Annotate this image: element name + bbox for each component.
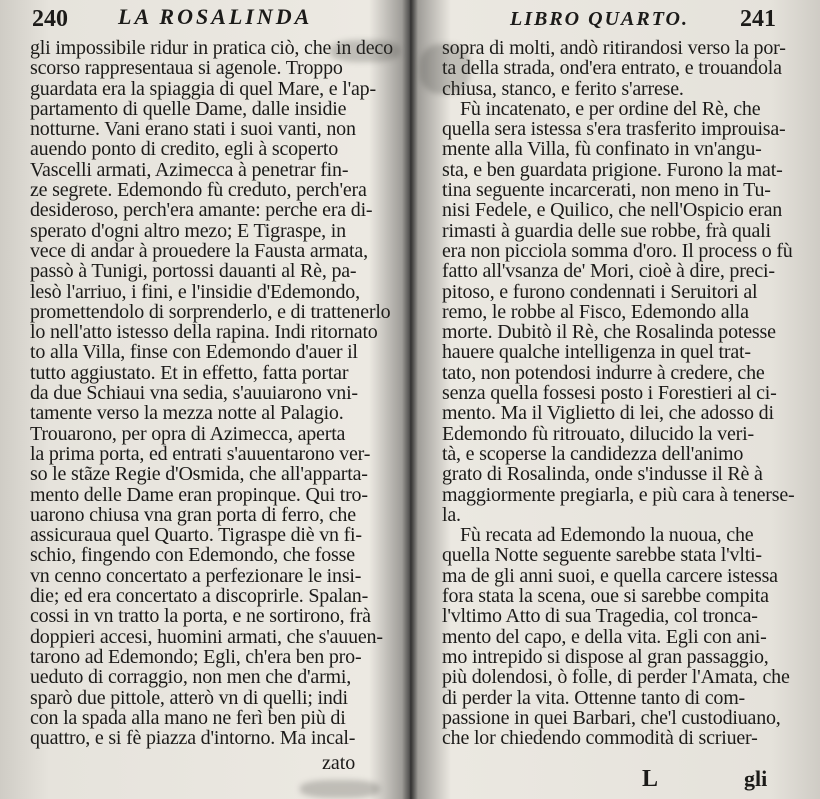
right-page: [410, 0, 820, 799]
text-line: mento del capo, e della vita. Egli con ani-: [442, 625, 767, 648]
text-line: uarono chiusa vna gran porta di ferro, che: [30, 503, 356, 526]
text-line: tamente verso la mezza notte al Palagio.: [30, 402, 344, 425]
text-line: tato, non potendosi indurre à credere, che: [442, 361, 765, 384]
text-line: fatto all'vsanza de' Mori, cioè à dire, preci-: [442, 260, 775, 283]
signature-mark: L: [642, 766, 659, 792]
text-line: la prima porta, ed entrati s'auuentarono ver-: [30, 442, 371, 465]
text-line: con la spada alla mano ne ferì ben più di: [30, 706, 346, 729]
ink-blot: [420, 44, 470, 94]
text-line: Fù incatenato, e per ordine del Rè, che: [460, 97, 761, 120]
text-line: guardata era la spiaggia di quel Mare, e l'ap-: [30, 77, 376, 100]
text-line: scorso rappresentaua si agenole. Troppo: [30, 57, 343, 80]
text-line: vn cenno concertato a perfezionare le insi-: [30, 564, 362, 587]
text-line: tutto aggiustato. Et in effetto, fatta portar: [30, 361, 349, 384]
text-line: Fù recata ad Edemondo la nuoua, che: [460, 524, 754, 547]
right-catchword: gli: [744, 766, 768, 791]
text-line: sperato d'ogni altro mezo; E Tigraspe, in: [30, 219, 346, 242]
text-line: era non picciola somma d'oro. Il process o fù: [442, 239, 793, 262]
text-line: ze segrete. Edemondo fù creduto, perch'era: [30, 179, 367, 202]
text-line: senza quella fossesi posto i Forestieri al ci-: [442, 382, 777, 405]
text-line: passò à Tunigi, portossi dauanti al Rè, pa-: [30, 260, 357, 283]
text-line: quella sera istessa s'era trasferito improuisa-: [442, 118, 786, 141]
text-line: to alla Villa, finse con Edemondo d'auer il: [30, 341, 358, 364]
text-line: auendo ponto di credito, egli à scoperto: [30, 138, 339, 161]
text-line: mento. Ma il Viglietto di lei, che adosso di: [442, 402, 774, 425]
text-line: ta della strada, ond'era entrato, e trouandola: [442, 57, 782, 80]
text-line: lesò l'arriuo, i fini, e l'insidie d'Edemondo,: [30, 280, 360, 303]
text-line: mo intrepido si dispose al gran passaggio,: [442, 645, 769, 668]
text-line: assicuraua quel Quarto. Tigraspe diè vn fi-: [30, 524, 362, 547]
text-line: nisi Fedele, e Quilico, che nell'Ospicio eran: [442, 199, 783, 222]
ink-blot: [300, 780, 380, 798]
text-line: cossi in vn tratto la porta, e ne sortirono, frà: [30, 605, 371, 628]
text-line: ma de gli anni suoi, e quella carcere istessa: [442, 564, 778, 587]
text-line: grato di Rosalinda, onde s'indusse il Rè à: [442, 463, 763, 486]
text-line: chiusa, stanco, e ferito s'arrese.: [442, 77, 684, 100]
text-line: Trouarono, per opra di Azimecca, aperta: [30, 422, 346, 445]
ink-blot: [330, 40, 400, 62]
text-line: sopra di molti, andò ritirandosi verso la por-: [442, 37, 786, 59]
text-line: so le stãze Regie d'Osmida, che all'apparta-: [30, 463, 368, 486]
text-line: passione in quei Barbari, che'l custodiuano,: [442, 706, 781, 729]
text-line: lo nell'atto istesso della rapina. Indi ritornato: [30, 321, 378, 344]
text-line: la.: [442, 503, 461, 526]
left-catchword: zato: [322, 752, 356, 774]
text-line: morte. Dubitò il Rè, che Rosalinda potesse: [442, 321, 776, 344]
text-line: quattro, e si fè piazza d'intorno. Ma incal-: [30, 727, 356, 750]
right-text-block: [442, 38, 802, 748]
left-text-block: [30, 37, 393, 750]
text-line: che lor chiedendo commodità di scriuer-: [442, 727, 758, 750]
text-line: tina seguente incarcerati, non meno in Tu-: [442, 179, 771, 202]
text-line: hauere qualche intelligenza in quel trat-: [442, 341, 751, 364]
text-line: rimasti à guardia delle sue robbe, frà quali: [442, 219, 771, 242]
text-line: tà, e scoperse la candidezza dell'animo: [442, 442, 744, 465]
text-line: remo, le robbe al Fisco, Edemondo alla: [442, 300, 749, 323]
text-line: partamento di quelle Dame, dalle insidie: [30, 97, 347, 120]
text-line: die; ed era concertato a discoprirle. Spalan-: [30, 585, 369, 608]
text-line: ueduto di corraggio, non men che d'armi,: [30, 666, 352, 689]
text-line: sparò due pittole, atterò vn di quelli; indi: [30, 686, 348, 709]
text-line: notturne. Vani erano stati i suoi vanti, non: [30, 118, 356, 141]
right-page-number: 241: [740, 6, 776, 32]
text-line: doppieri accesi, huomini armati, che s'auuen-: [30, 625, 383, 648]
text-line: mento delle Dame eran propinque. Qui tro-: [30, 483, 368, 506]
text-line: promettendolo di sorprenderlo, e di trattenerlo: [30, 300, 391, 323]
text-line: maggiormente pregiarla, e più cara à tenerse-: [442, 483, 795, 506]
right-running-title: LIBRO QUARTO.: [510, 8, 689, 30]
text-line: di perder la vita. Ottenne tanto di com-: [442, 686, 746, 709]
left-running-title: LA ROSALINDA: [118, 4, 313, 29]
text-line: Vascelli armati, Azimecca à penetrar fin-: [30, 158, 349, 181]
text-line: fora stata la scena, oue si sarebbe compita: [442, 585, 769, 608]
text-line: desideroso, perch'era amante: perche era di-: [30, 199, 373, 222]
left-page-number: 240: [32, 6, 68, 32]
text-line: tarono ad Edemondo; Egli, ch'era ben pro-: [30, 645, 362, 668]
text-line: schio, fingendo con Edemondo, che fosse: [30, 544, 355, 567]
text-line: mente alla Villa, fù confinato in vn'angu-: [442, 138, 762, 161]
text-line: quella Notte seguente sarebbe stata l'vlti-: [442, 544, 762, 567]
text-line: sta, e ben guardata prigione. Furono la mat-: [442, 158, 783, 181]
text-line: gli impossibile ridur in pratica ciò, che in deco: [30, 37, 393, 59]
book-gutter: [402, 0, 418, 799]
text-line: vece di andar à prouedere la Fausta armata,: [30, 239, 368, 262]
text-line: l'vltimo Atto di sua Tragedia, col tronca-: [442, 605, 758, 628]
text-line: più dolendosi, ò folle, di perder l'Amata, che: [442, 666, 790, 689]
text-line: pitoso, e furono condennati i Seruitori al: [442, 280, 758, 303]
text-line: Edemondo fù ritrouato, dilucido la veri-: [442, 422, 754, 445]
text-line: da due Schiaui vna sedia, s'auuiarono vni-: [30, 382, 358, 405]
